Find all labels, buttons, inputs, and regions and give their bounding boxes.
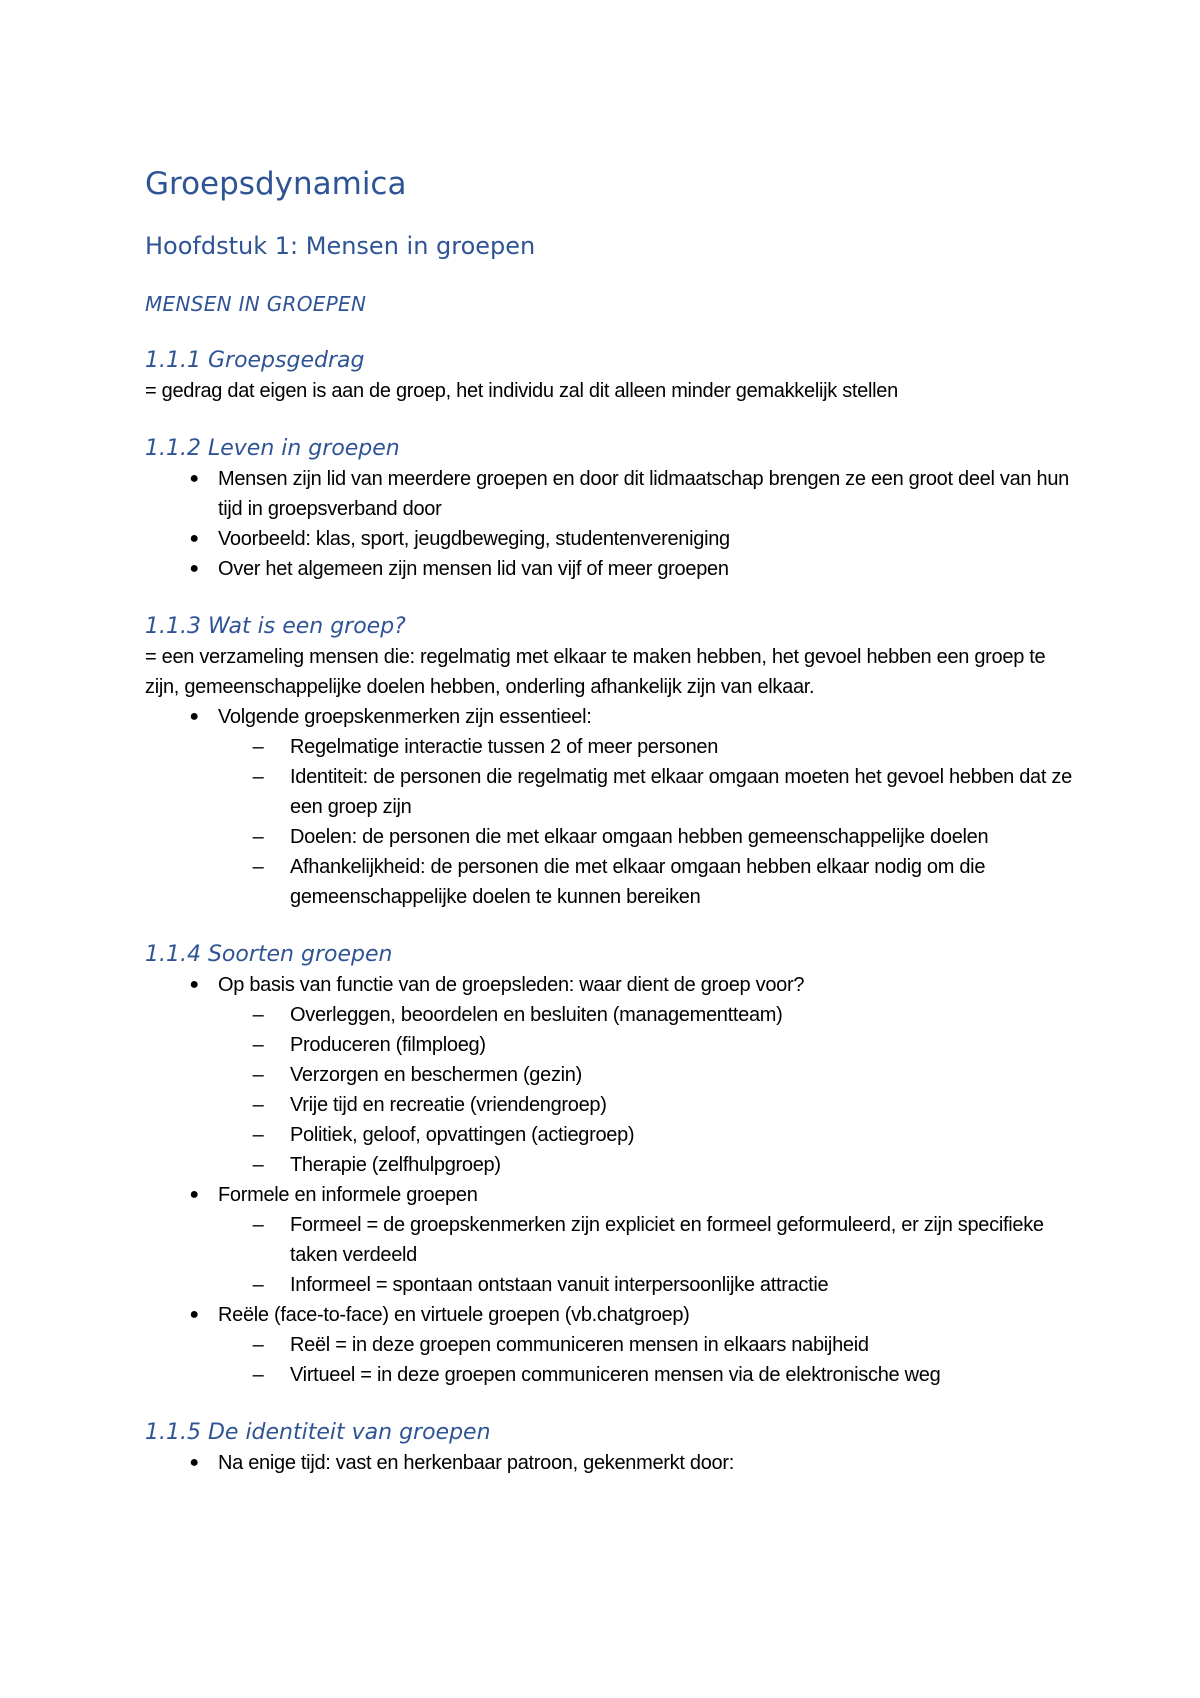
list-item <box>145 702 1075 912</box>
sub-list <box>145 1330 1075 1390</box>
dash-icon: – <box>252 1274 264 1296</box>
sub-list-item <box>145 1120 1075 1150</box>
list-item <box>145 554 1075 584</box>
bullet-icon: ● <box>189 1454 199 1471</box>
sub-list-item <box>145 1150 1075 1180</box>
document-content <box>145 160 1075 1478</box>
list-item <box>145 464 1075 524</box>
dash-icon: – <box>252 1124 264 1146</box>
dash-icon: – <box>252 1004 264 1026</box>
dash-icon: – <box>252 766 264 788</box>
list-item <box>145 1448 1075 1478</box>
sub-list <box>145 1210 1075 1300</box>
paragraph-1-1-3: = een verzameling mensen die: regelmatig met elkaar te maken hebben, het gevoel hebben een groep te zijn, gemeenschappelijke doelen hebben, onderling afhankelijk zijn van elkaar. <box>145 646 1046 698</box>
bullet-list-1-1-5 <box>145 1448 1075 1478</box>
dash-icon: – <box>252 1154 264 1176</box>
list-item <box>145 524 1075 554</box>
bullet-list-1-1-2 <box>145 464 1075 584</box>
sub-list-item-text: Informeel = spontaan ontstaan vanuit interpersoonlijke attractie <box>290 1274 829 1296</box>
sub-list-item-text: Regelmatige interactie tussen 2 of meer personen <box>290 736 719 758</box>
chapter-heading: Hoofdstuk 1: Mensen in groepen <box>145 232 536 260</box>
sub-list-item <box>145 1090 1075 1120</box>
sub-list-item-text: Overleggen, beoordelen en besluiten (managementteam) <box>290 1004 783 1026</box>
sub-list-item <box>145 762 1075 822</box>
list-item-text: Volgende groepskenmerken zijn essentieel: <box>218 706 592 728</box>
list-item <box>145 970 1075 1180</box>
list-item-text: Mensen zijn lid van meerdere groepen en door dit lidmaatschap brengen ze een groot deel van hun tijd in groepsverband door <box>218 468 1069 520</box>
sub-list-item <box>145 822 1075 852</box>
dash-icon: – <box>252 1334 264 1356</box>
sub-list-item <box>145 1360 1075 1390</box>
dash-icon: – <box>252 1094 264 1116</box>
bullet-list-1-1-4 <box>145 970 1075 1390</box>
dash-icon: – <box>252 1214 264 1236</box>
dash-icon: – <box>252 856 264 878</box>
list-item-text: Na enige tijd: vast en herkenbaar patroon, gekenmerkt door: <box>218 1452 734 1474</box>
dash-icon: – <box>252 826 264 848</box>
sub-list-item <box>145 1060 1075 1090</box>
dash-icon: – <box>252 736 264 758</box>
heading-1-1-2: 1.1.2 Leven in groepen <box>145 436 400 461</box>
sub-list-item-text: Produceren (filmploeg) <box>290 1034 486 1056</box>
bullet-icon: ● <box>189 976 199 993</box>
bullet-list-1-1-3 <box>145 702 1075 912</box>
sub-list-item <box>145 1030 1075 1060</box>
section-heading: MENSEN IN GROEPEN <box>145 292 367 316</box>
sub-list-item-text: Afhankelijkheid: de personen die met elkaar omgaan hebben elkaar nodig om die gemeenschappelijke doelen te kunnen bereiken <box>290 856 986 908</box>
sub-list-item-text: Vrije tijd en recreatie (vriendengroep) <box>290 1094 607 1116</box>
dash-icon: – <box>252 1064 264 1086</box>
paragraph-1-1-1: = gedrag dat eigen is aan de groep, het individu zal dit alleen minder gemakkelijk stellen <box>145 380 898 402</box>
sub-list-item-text: Reël = in deze groepen communiceren mensen in elkaars nabijheid <box>290 1334 869 1356</box>
bullet-icon: ● <box>189 1306 199 1323</box>
list-item-text: Voorbeeld: klas, sport, jeugdbeweging, studentenvereniging <box>218 528 730 550</box>
sub-list <box>145 732 1075 912</box>
heading-1-1-4: 1.1.4 Soorten groepen <box>145 942 393 967</box>
list-item <box>145 1180 1075 1300</box>
list-item <box>145 1300 1075 1390</box>
dash-icon: – <box>252 1364 264 1386</box>
list-item-text: Formele en informele groepen <box>218 1184 478 1206</box>
sub-list-item-text: Formeel = de groepskenmerken zijn expliciet en formeel geformuleerd, er zijn specifieke taken verdeeld <box>290 1214 1044 1266</box>
heading-1-1-5: 1.1.5 De identiteit van groepen <box>145 1420 491 1445</box>
sub-list-item-text: Verzorgen en beschermen (gezin) <box>290 1064 582 1086</box>
sub-list-item-text: Virtueel = in deze groepen communiceren mensen via de elektronische weg <box>290 1364 941 1386</box>
sub-list-item <box>145 1270 1075 1300</box>
heading-1-1-3: 1.1.3 Wat is een groep? <box>145 614 406 639</box>
sub-list-item-text: Doelen: de personen die met elkaar omgaan hebben gemeenschappelijke doelen <box>290 826 989 848</box>
sub-list-item <box>145 732 1075 762</box>
sub-list-item-text: Identiteit: de personen die regelmatig met elkaar omgaan moeten het gevoel hebben dat ze een groep zijn <box>290 766 1072 818</box>
sub-list <box>145 1000 1075 1180</box>
list-item-text: Reële (face-to-face) en virtuele groepen (vb.chatgroep) <box>218 1304 690 1326</box>
bullet-icon: ● <box>189 470 199 487</box>
sub-list-item <box>145 1000 1075 1030</box>
sub-list-item-text: Therapie (zelfhulpgroep) <box>290 1154 501 1176</box>
sub-list-item <box>145 852 1075 912</box>
sub-list-item-text: Politiek, geloof, opvattingen (actiegroep) <box>290 1124 635 1146</box>
heading-1-1-1: 1.1.1 Groepsgedrag <box>145 348 365 373</box>
sub-list-item <box>145 1210 1075 1270</box>
bullet-icon: ● <box>189 708 199 725</box>
list-item-text: Op basis van functie van de groepsleden: waar dient de groep voor? <box>218 974 805 996</box>
bullet-icon: ● <box>189 560 199 577</box>
dash-icon: – <box>252 1034 264 1056</box>
bullet-icon: ● <box>189 530 199 547</box>
document-title: Groepsdynamica <box>145 166 407 202</box>
bullet-icon: ● <box>189 1186 199 1203</box>
sub-list-item <box>145 1330 1075 1360</box>
list-item-text: Over het algemeen zijn mensen lid van vijf of meer groepen <box>218 558 729 580</box>
